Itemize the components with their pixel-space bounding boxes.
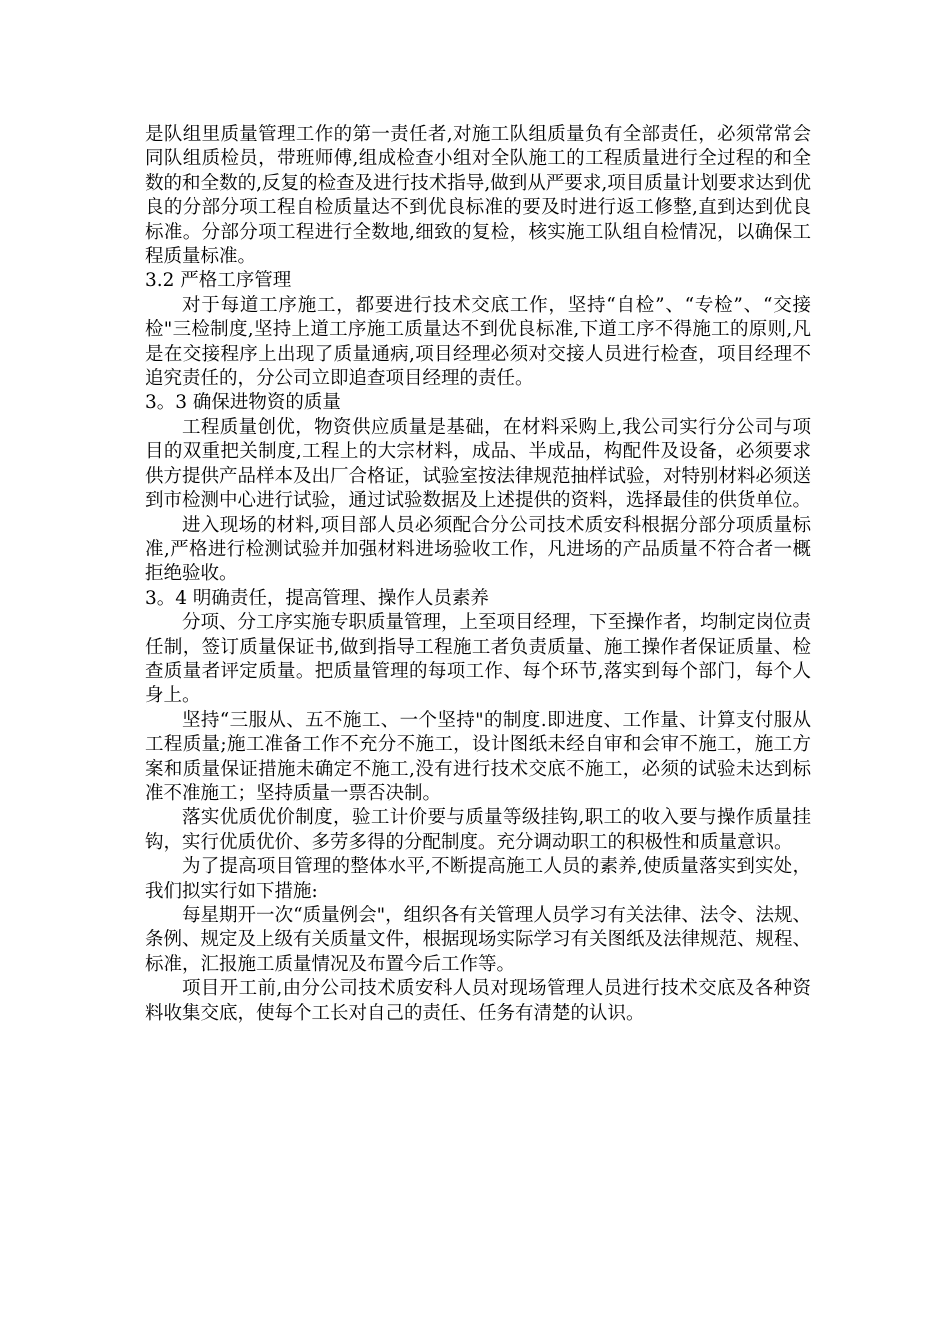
document-body — [145, 123, 811, 1026]
section-heading: 3.2 严格工序管理 — [145, 270, 292, 292]
section-heading: 3。3 确保进物资的质量 — [145, 392, 341, 414]
paragraph: 落实优质优价制度，验工计价要与质量等级挂钩,职工的收入要与操作质量挂钩，实行优质优价、多劳多得的分配制度。充分调动职工的积极性和质量意识。 — [145, 807, 811, 853]
paragraph: 项目开工前,由分公司技术质安科人员对现场管理人员进行技术交底及各种资料收集交底，使每个工长对自己的责任、任务有清楚的认识。 — [145, 978, 811, 1024]
paragraph: 对于每道工序施工，都要进行技术交底工作，坚持“自检”、“专检”、“交接检"三检制度,坚持上道工序施工质量达不到优良标准,下道工序不得施工的原则,凡是在交接程序上出现了质量通病,项目经理必须对交接人员进行检查，项目经理不追究责任的，分公司立即追查项目经理的责任。 — [145, 294, 811, 390]
paragraph: 分项、分工序实施专职质量管理，上至项目经理，下至操作者，均制定岗位责任制，签订质量保证书,做到指导工程施工者负责质量、施工操作者保证质量、检查质量者评定质量。把质量管理的每项工作、每个环节,落实到每个部门，每个人身上。 — [145, 612, 812, 707]
paragraph: 进入现场的材料,项目部人员必须配合分公司技术质安科根据分部分项质量标准,严格进行检测试验并加强材料进场验收工作，凡进场的产品质量不符合者一概拒绝验收。 — [145, 514, 811, 585]
paragraph: 坚持“三服从、五不施工、一个坚持"的制度.即进度、工作量、计算支付服从工程质量;施工准备工作不充分不施工，设计图纸未经自审和会审不施工，施工方案和质量保证措施未确定不施工,没有进行技术交底不施工，必须的试验未达到标准不准施工；坚持质量一票否决制。 — [145, 709, 811, 804]
paragraph: 为了提高项目管理的整体水平,不断提高施工人员的素养,使质量落实到实处，我们拟实行如下措施: — [145, 856, 811, 902]
paragraph: 是队组里质量管理工作的第一责任者,对施工队组质量负有全部责任，必须常常会同队组质检员，带班师傅,组成检查小组对全队施工的工程质量进行全过程的和全数的和全数的,反复的检查及进行技术指导,做到从严要求,项目质量计划要求达到优良的分部分项工程自检质量达不到优良标准的要及时进行返工修整,直到达到优良标准。分部分项工程进行全数地,细致的复检，核实施工队组自检情况，以确保工程质量标准。 — [145, 124, 811, 268]
paragraph: 每星期开一次“质量例会"，组织各有关管理人员学习有关法律、法令、法规、条例、规定及上级有关质量文件，根据现场实际学习有关图纸及法律规范、规程、标准，汇报施工质量情况及布置今后工作等。 — [145, 905, 812, 975]
section-heading: 3。4 明确责任，提高管理、操作人员素养 — [145, 587, 489, 609]
paragraph: 工程质量创优，物资供应质量是基础，在材料采购上,我公司实行分公司与项目的双重把关制度,工程上的大宗材料，成品、半成品，构配件及设备，必须要求供方提供产品样本及出厂合格证，试验室按法律规范抽样试验，对特别材料必须送到市检测中心进行试验，通过试验数据及上述提供的资料，选择最佳的供货单位。 — [145, 416, 812, 512]
